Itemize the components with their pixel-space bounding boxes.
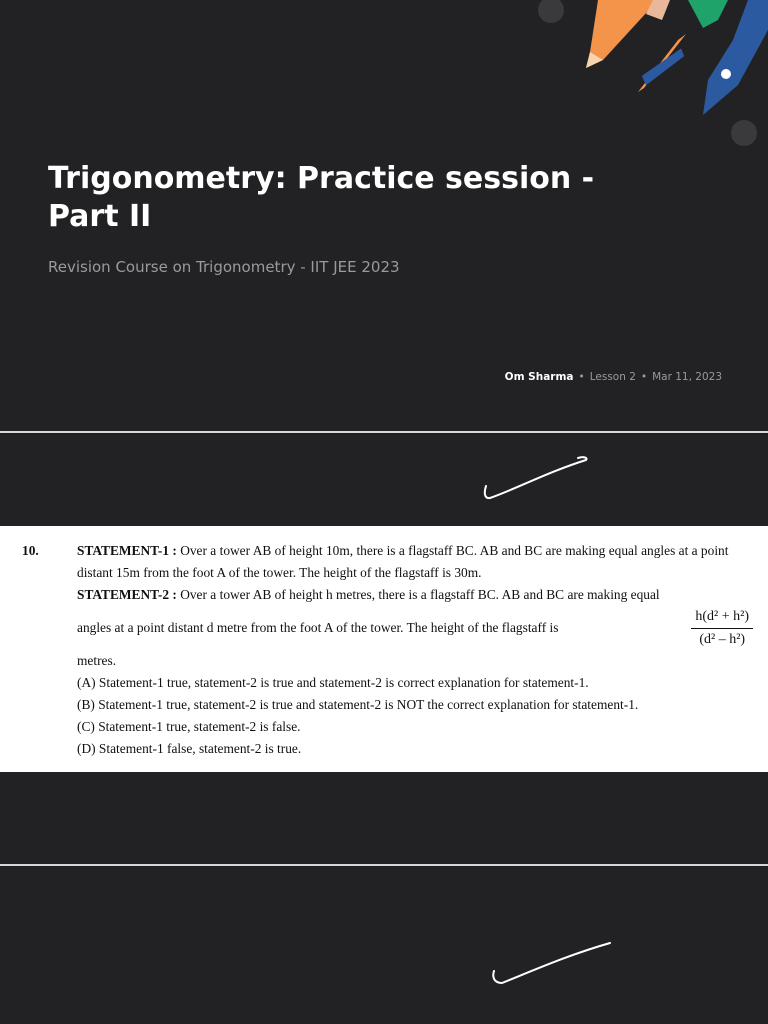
statement-2 bbox=[77, 584, 757, 606]
pencil-decoration-icon bbox=[528, 0, 768, 160]
lesson-date: Mar 11, 2023 bbox=[652, 371, 722, 383]
statement-1-text: Over a tower AB of height 10m, there is a flagstaff BC. AB and BC are making equal angles at a point distant 15m from the foot A of the tower. The height of the flagstaff is 30m. bbox=[77, 543, 729, 580]
question-number: 10. bbox=[22, 543, 39, 558]
checkmark-annotation-icon bbox=[488, 937, 616, 991]
question-body bbox=[77, 540, 757, 760]
lesson-number: Lesson 2 bbox=[589, 371, 636, 383]
fraction-denominator: (d² – h²) bbox=[699, 631, 746, 647]
statement-2-formula-line bbox=[77, 606, 757, 650]
statement-1 bbox=[77, 540, 757, 584]
lesson-meta bbox=[505, 371, 722, 383]
slide-divider bbox=[0, 864, 768, 866]
checkmark-annotation-icon bbox=[478, 452, 592, 504]
statement-2-text-continued: angles at a point distant d metre from the foot A of the tower. The height of the flagstaff is bbox=[77, 620, 559, 635]
question-slide bbox=[0, 434, 768, 864]
page-title: Trigonometry: Practice session - Part II bbox=[48, 161, 595, 234]
option-d[interactable]: (D) Statement-1 false, statement-2 is true. bbox=[77, 741, 302, 756]
meta-separator: • bbox=[578, 371, 585, 383]
slide-divider bbox=[0, 431, 768, 433]
meta-separator: • bbox=[640, 371, 648, 383]
option-a[interactable]: (A) Statement-1 true, statement-2 is true and statement-2 is correct explanation for statement-1. bbox=[77, 675, 589, 690]
statement-1-label: STATEMENT-1 : bbox=[77, 543, 177, 558]
option-b[interactable]: (B) Statement-1 true, statement-2 is true and statement-2 is NOT the correct explanation for statement-1. bbox=[77, 697, 639, 712]
flagstaff-height-fraction bbox=[691, 608, 753, 649]
fraction-numerator: h(d² + h²) bbox=[691, 608, 753, 629]
title-slide bbox=[0, 0, 768, 431]
statement-2-label: STATEMENT-2 : bbox=[77, 587, 177, 602]
course-subtitle: Revision Course on Trigonometry - IIT JEE 2023 bbox=[48, 258, 400, 276]
question-panel bbox=[0, 526, 768, 772]
author-name: Om Sharma bbox=[504, 371, 574, 383]
statement-2-text: Over a tower AB of height h metres, there is a flagstaff BC. AB and BC are making equal bbox=[180, 587, 660, 602]
option-c[interactable]: (C) Statement-1 true, statement-2 is false. bbox=[77, 719, 301, 734]
statement-2-unit: metres. bbox=[77, 653, 117, 668]
annotation-slide bbox=[0, 867, 768, 1024]
